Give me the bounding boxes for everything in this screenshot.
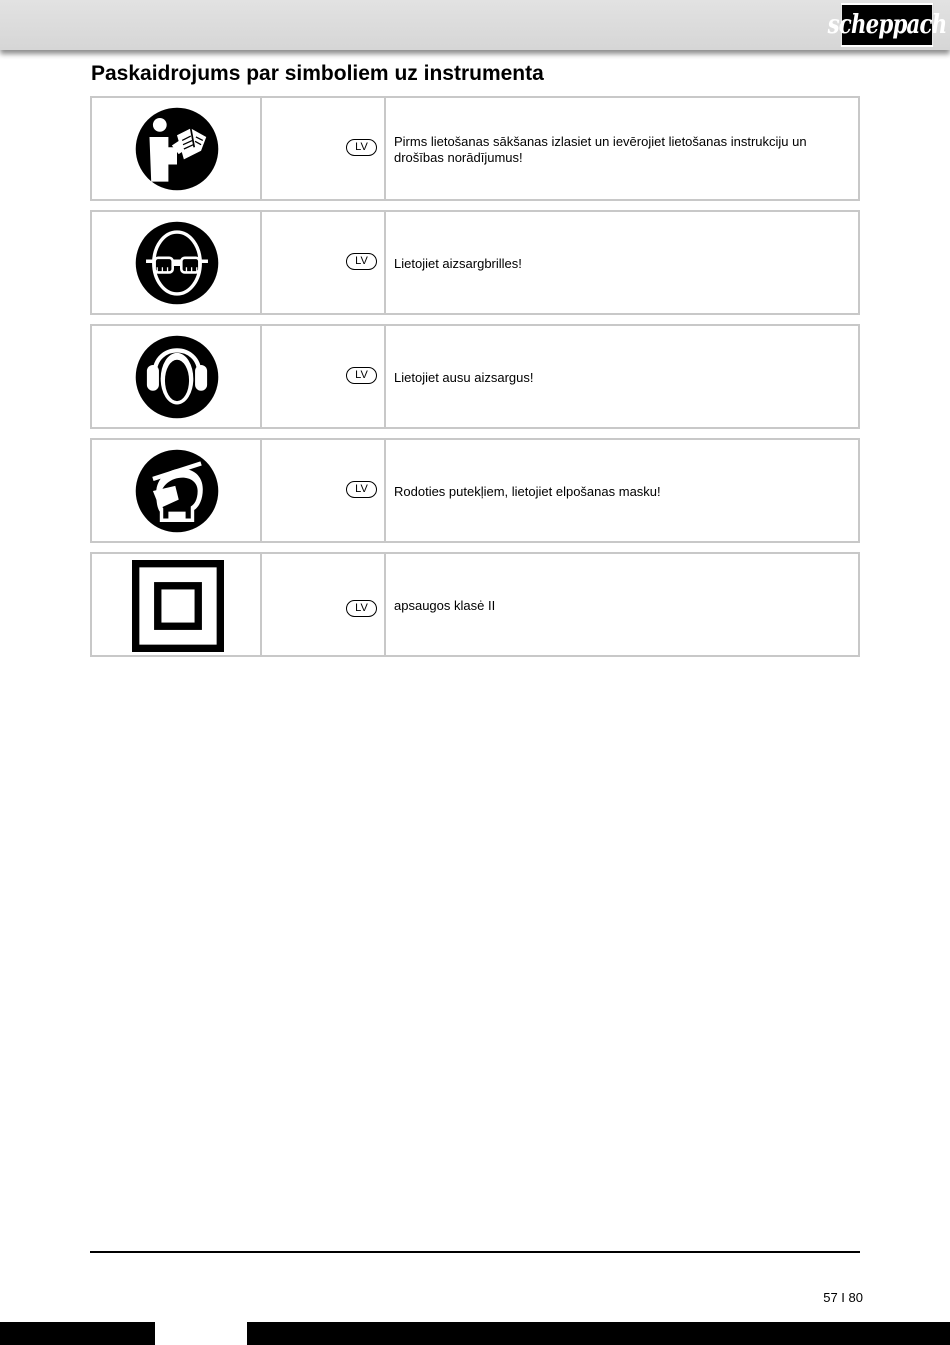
column-divider bbox=[260, 212, 262, 313]
language-badge: LV bbox=[346, 600, 377, 617]
column-divider bbox=[384, 554, 386, 655]
language-badge: LV bbox=[346, 367, 377, 384]
column-divider bbox=[384, 326, 386, 427]
respirator-mask-icon bbox=[134, 448, 220, 534]
column-divider bbox=[260, 326, 262, 427]
brand-logo: scheppach bbox=[840, 3, 933, 47]
language-badge: LV bbox=[346, 139, 377, 156]
language-badge: LV bbox=[346, 253, 377, 270]
bottom-bar bbox=[0, 1322, 950, 1345]
safety-goggles-icon bbox=[134, 220, 220, 306]
column-divider bbox=[260, 98, 262, 199]
header-bar bbox=[0, 0, 950, 50]
column-divider bbox=[384, 212, 386, 313]
symbol-row-read-manual bbox=[90, 96, 860, 201]
symbol-description: Lietojiet ausu aizsargus! bbox=[394, 370, 534, 385]
language-badge: LV bbox=[346, 481, 377, 498]
column-divider bbox=[260, 440, 262, 541]
symbol-description: Lietojiet aizsargbrilles! bbox=[394, 256, 522, 271]
page-number: 57 I 80 bbox=[823, 1290, 863, 1305]
protection-class-ii-icon bbox=[132, 560, 224, 652]
read-manual-icon bbox=[134, 106, 220, 192]
symbol-description: apsaugos klasė II bbox=[394, 598, 496, 613]
symbol-row-protection-class bbox=[90, 552, 860, 657]
bottom-bar-gap bbox=[155, 1322, 247, 1345]
symbol-row-safety-goggles bbox=[90, 210, 860, 315]
ear-protection-icon bbox=[134, 334, 220, 420]
page-title: Paskaidrojums par simboliem uz instrumenta bbox=[91, 62, 544, 85]
column-divider bbox=[384, 98, 386, 199]
column-divider bbox=[384, 440, 386, 541]
symbol-row-ear-protection bbox=[90, 324, 860, 429]
column-divider bbox=[260, 554, 262, 655]
symbol-row-respirator-mask bbox=[90, 438, 860, 543]
footer-divider bbox=[90, 1251, 860, 1253]
symbol-description: Rodoties putekļiem, lietojiet elpošanas masku! bbox=[394, 484, 661, 499]
symbol-description: Pirms lietošanas sākšanas izlasiet un ievērojiet lietošanas instrukciju un drošības norādījumus! bbox=[394, 134, 807, 165]
